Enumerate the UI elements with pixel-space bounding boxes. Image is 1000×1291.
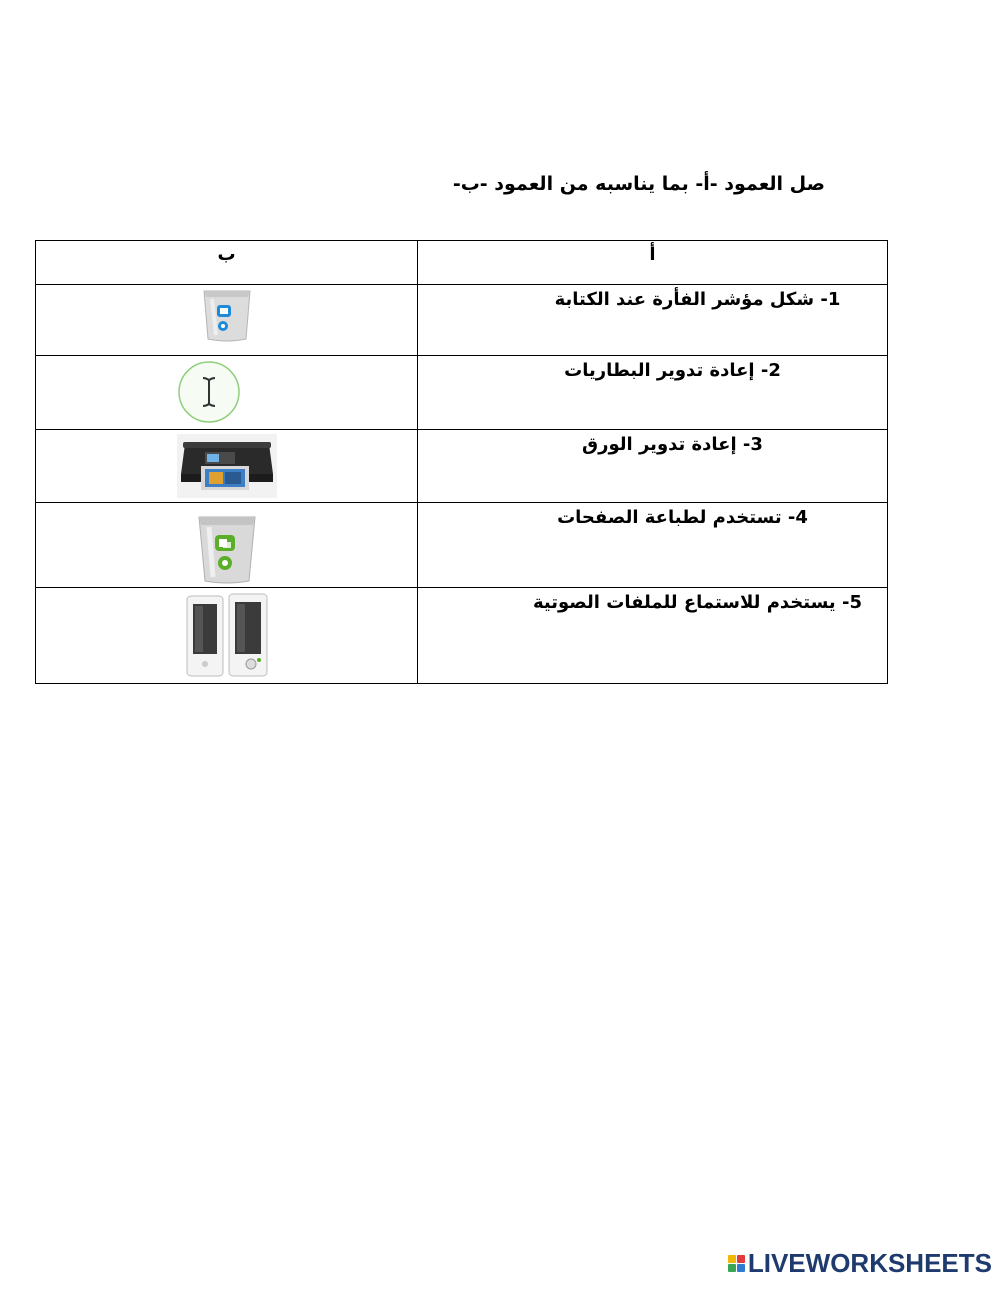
image-cell[interactable]	[36, 356, 418, 430]
item-number: 1-	[820, 289, 841, 310]
recycle-bin-green-icon[interactable]	[189, 513, 265, 585]
column-b-header: ب	[217, 244, 236, 265]
recycle-bin-blue-icon[interactable]	[190, 285, 264, 343]
column-a-header-cell	[418, 241, 888, 285]
instruction-heading: صل العمود -أ- بما يناسبه من العمود -ب-	[452, 173, 825, 195]
logo-blocks-icon	[728, 1255, 745, 1272]
speakers-icon[interactable]	[185, 592, 269, 680]
column-b-header-cell	[36, 241, 418, 285]
item-text: إعادة تدوير الورق	[582, 434, 737, 455]
table-row	[36, 503, 888, 588]
text-cursor-icon[interactable]	[177, 360, 241, 424]
printer-icon[interactable]	[177, 434, 277, 498]
text-cell	[418, 356, 888, 430]
text-cell	[418, 503, 888, 588]
item-text: شكل مؤشر الفأرة عند الكتابة	[554, 289, 815, 310]
item-number: 5-	[841, 592, 862, 613]
matching-table	[35, 240, 888, 684]
text-cell	[418, 430, 888, 503]
item-text: إعادة تدوير البطاريات	[564, 360, 755, 381]
table-row	[36, 588, 888, 684]
image-cell[interactable]	[36, 285, 418, 356]
item-text: تستخدم لطباعة الصفحات	[557, 507, 782, 528]
item-number: 3-	[742, 434, 763, 455]
image-cell[interactable]	[36, 503, 418, 588]
image-cell[interactable]	[36, 430, 418, 503]
item-text: يستخدم للاستماع للملفات الصوتية	[533, 592, 836, 613]
column-a-header: أ	[649, 244, 656, 265]
table-header-row	[36, 241, 888, 285]
item-number: 2-	[760, 360, 781, 381]
table-row	[36, 356, 888, 430]
logo-text: LIVEWORKSHEETS	[747, 1248, 992, 1278]
item-number: 4-	[787, 507, 808, 528]
image-cell[interactable]	[36, 588, 418, 684]
text-cell	[418, 285, 888, 356]
table-row	[36, 285, 888, 356]
text-cell	[418, 588, 888, 684]
liveworksheets-logo	[728, 1248, 992, 1279]
table-row	[36, 430, 888, 503]
